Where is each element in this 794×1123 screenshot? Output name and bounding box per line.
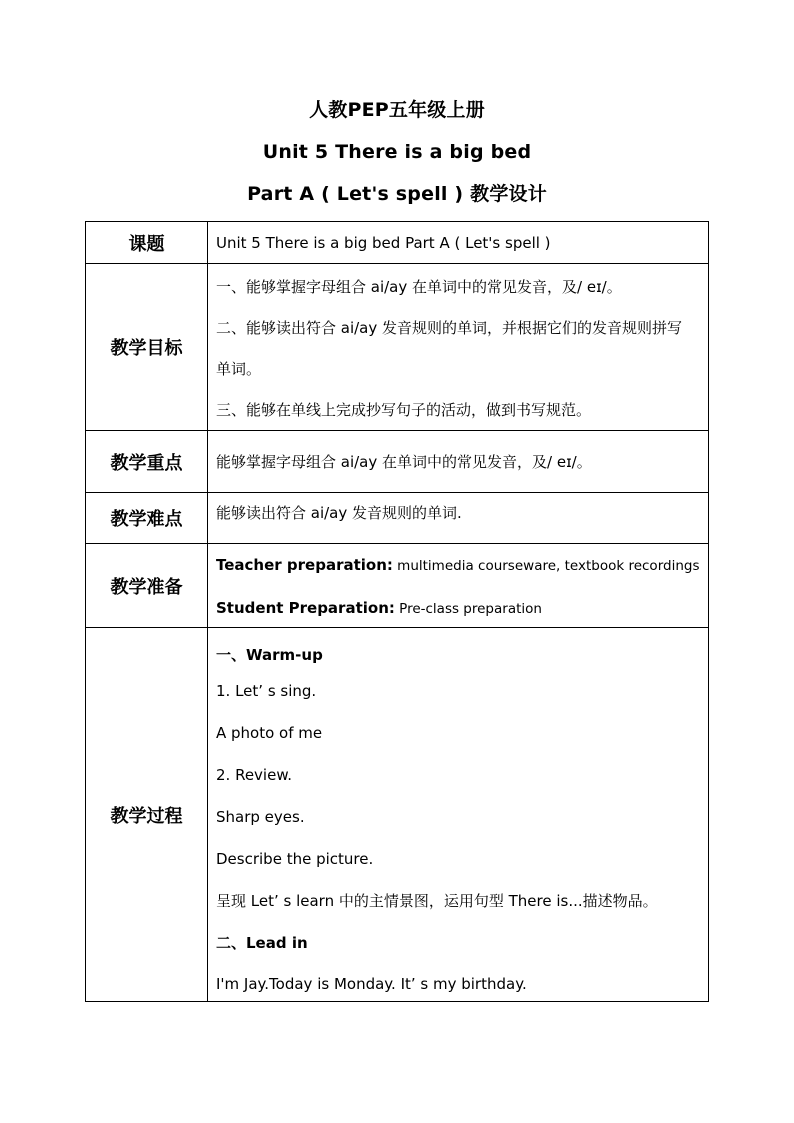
objective-1: 一、能够掌握字母组合 ai/ay 在单词中的常见发音，及/ eɪ/。 [216, 278, 622, 296]
label-preparation: 教学准备 [86, 544, 208, 628]
value-difficulties [208, 493, 709, 544]
difficulties-text: 能够读出符合 ai/ay 发音规则的单词. [216, 504, 462, 522]
section-lead-in: 二、Lead in [216, 934, 308, 952]
value-topic [208, 222, 709, 264]
key-points-text: 能够掌握字母组合 ai/ay 在单词中的常见发音，及/ eɪ/。 [216, 452, 592, 471]
process-line: 呈现 Let’ s learn 中的主情景图，运用句型 There is...描述物品。 [216, 892, 658, 910]
title-part: Part A ( Let's spell ) 教学设计 [247, 183, 547, 205]
process-line: I'm Jay.Today is Monday. It’ s my birthday. [216, 975, 527, 993]
row-objectives [86, 264, 709, 431]
process-line: 2. Review. [216, 766, 292, 784]
section-warm-up: 一、Warm-up [216, 646, 323, 664]
value-process [208, 628, 709, 1002]
student-preparation-label: Student Preparation: [216, 599, 395, 617]
process-line: A photo of me [216, 724, 323, 742]
teacher-preparation [216, 555, 702, 576]
value-objectives [208, 264, 709, 431]
label-topic: 课题 [86, 222, 208, 264]
label-key-points: 教学重点 [86, 431, 208, 493]
row-topic [86, 222, 709, 264]
row-difficulties [86, 493, 709, 544]
objective-2-cont: 单词。 [216, 360, 262, 378]
row-key-points [86, 431, 709, 493]
row-process [86, 628, 709, 1002]
topic-text: Unit 5 There is a big bed Part A ( Let's spell ) [216, 233, 551, 252]
value-key-points [208, 431, 709, 493]
objective-2: 二、能够读出符合 ai/ay 发音规则的单词，并根据它们的发音规则拼写 [216, 319, 683, 337]
row-preparation [86, 544, 709, 628]
objective-3: 三、能够在单线上完成抄写句子的活动，做到书写规范。 [216, 401, 592, 419]
student-preparation-value: Pre-class preparation [394, 601, 542, 617]
label-objectives: 教学目标 [86, 264, 208, 431]
lesson-plan-table [85, 221, 709, 1002]
teacher-preparation-label: Teacher preparation: [216, 556, 393, 574]
title-grade: 人教PEP五年级上册 [309, 99, 485, 121]
student-preparation [216, 598, 702, 619]
process-line: Describe the picture. [216, 850, 374, 868]
value-preparation [208, 544, 709, 628]
label-process: 教学过程 [86, 628, 208, 1002]
document-title [0, 100, 794, 226]
label-difficulties: 教学难点 [86, 493, 208, 544]
process-line: Sharp eyes. [216, 808, 305, 826]
teacher-preparation-value: multimedia courseware, textbook recordings [392, 558, 700, 574]
title-unit: Unit 5 There is a big bed [262, 141, 532, 163]
process-line: 1. Let’ s sing. [216, 682, 317, 700]
